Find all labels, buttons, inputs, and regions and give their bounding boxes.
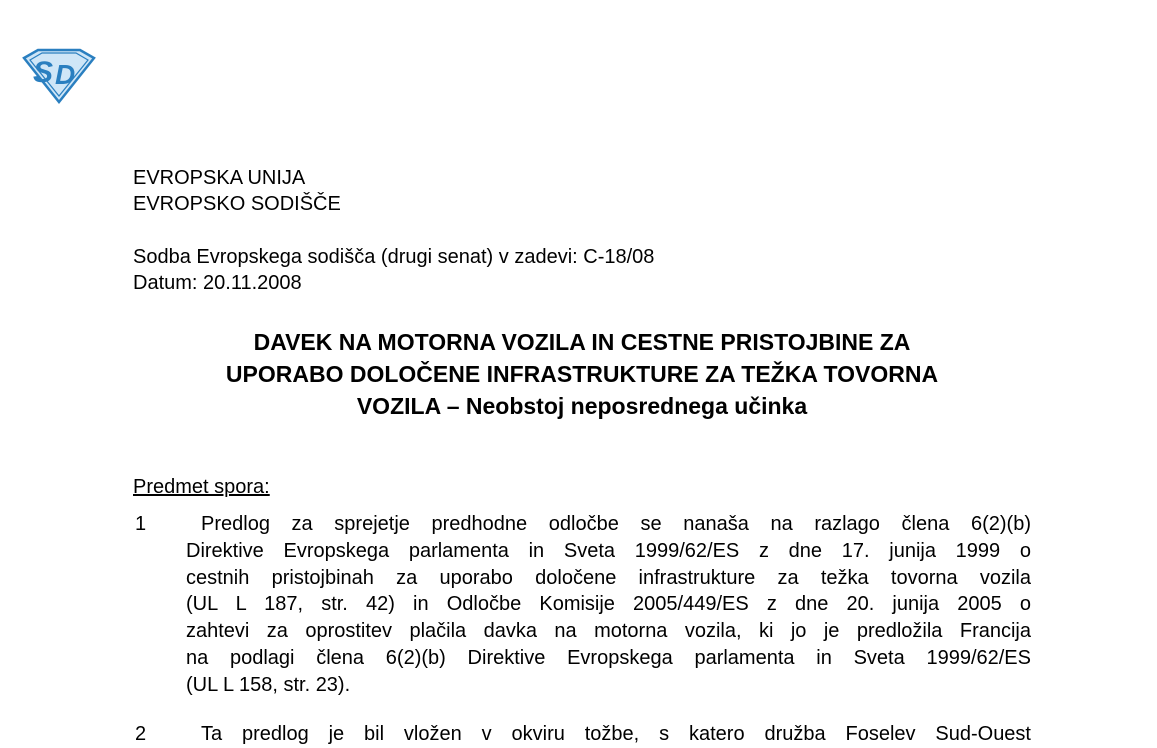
paragraph-1-line: cestnih pristojbinah za uporabo določene infrastrukture za težka tovorna vozila (186, 566, 1031, 589)
case-date: Datum: 20.11.2008 (133, 272, 302, 294)
paragraph-1-line: (UL L 187, str. 42) in Odločbe Komisije 2005/449/ES z dne 20. junija 2005 o (186, 593, 1031, 616)
document-title (133, 326, 1031, 422)
title-line-3: VOZILA – Neobstoj neposrednega učinka (356, 393, 808, 419)
paragraph-1-line: zahtevi za oprostitev plačila davka na motorna vozila, ki jo je predložila Francija (186, 620, 1031, 643)
sd-shield-logo-icon (22, 48, 96, 104)
paragraph-number-2: 2 (135, 723, 147, 745)
svg-text:D: D (55, 59, 76, 90)
paragraph-1-line: Predlog za sprejetje predhodne odločbe se nanaša na razlago člena 6(2)(b) (201, 513, 1031, 535)
case-line: Sodba Evropskega sodišča (drugi senat) v zadevi: C-18/08 (133, 246, 655, 268)
title-line-1: DAVEK NA MOTORNA VOZILA IN CESTNE PRISTOJBINE ZA (253, 329, 911, 355)
paragraph-1-line: (UL L 158, str. 23). (186, 673, 351, 696)
paragraph-1 (186, 511, 1031, 699)
svg-text:S: S (33, 56, 54, 89)
header-line-2: EVROPSKO SODIŠČE (133, 193, 341, 215)
title-line-2: UPORABO DOLOČENE INFRASTRUKTURE ZA TEŽKA TOVORNA (225, 361, 939, 387)
paragraph-1-line: Direktive Evropskega parlamenta in Sveta 1999/62/ES z dne 17. junija 1999 o (186, 539, 1031, 562)
paragraph-2 (186, 721, 1031, 748)
paragraph-number-1: 1 (135, 513, 147, 535)
paragraph-2-line: Ta predlog je bil vložen v okviru tožbe, s katero družba Foselev Sud-Ouest (201, 723, 1031, 745)
subject-heading: Predmet spora: (133, 476, 270, 498)
paragraph-1-line: na podlagi člena 6(2)(b) Direktive Evropskega parlamenta in Sveta 1999/62/ES (186, 646, 1031, 669)
header-line-1: EVROPSKA UNIJA (133, 167, 306, 189)
